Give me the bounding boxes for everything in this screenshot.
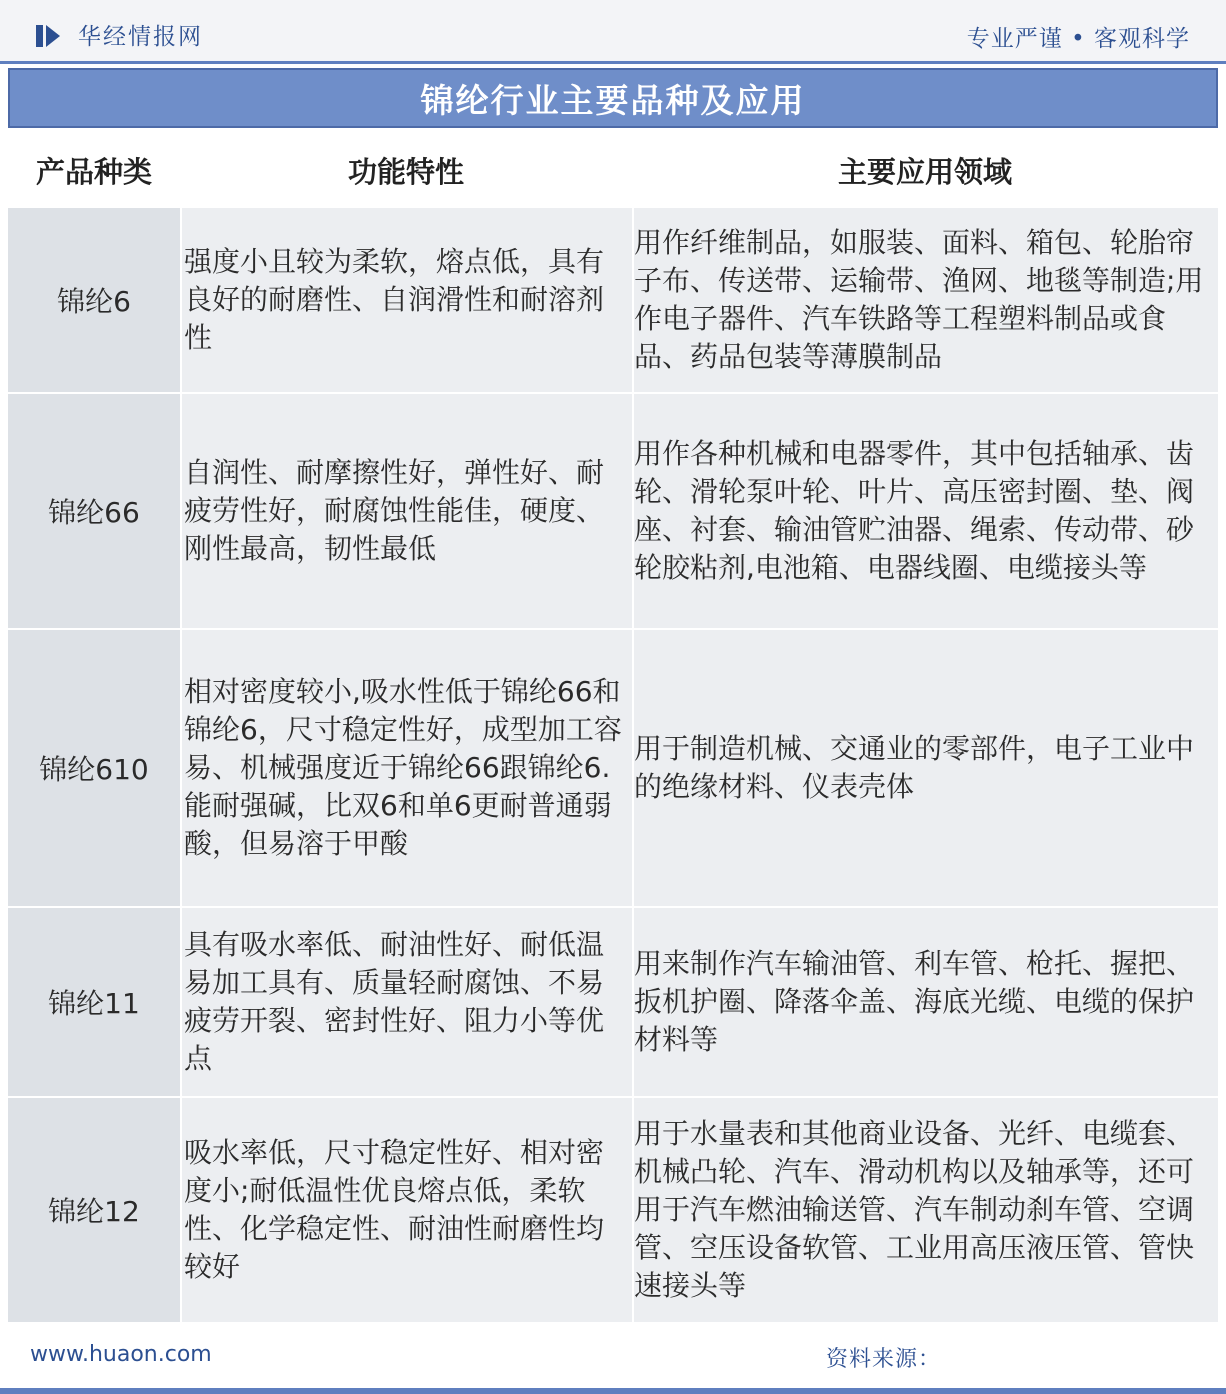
application-cell: 用于制造机械、交通业的零部件，电子工业中的绝缘材料、仪表壳体 <box>634 630 1218 906</box>
column-header-application: 主要应用领域 <box>837 155 1012 189</box>
product-cell: 锦纶11 <box>8 908 180 1096</box>
feature-cell: 吸水率低，尺寸稳定性好、相对密度小;耐低温性优良熔点低，柔软性、化学稳定性、耐油性耐磨性均较好 <box>182 1098 632 1322</box>
footer <box>0 1322 1226 1394</box>
product-cell: 锦纶6 <box>8 208 180 392</box>
slogan: 专业严谨 • 客观科学 <box>966 26 1190 52</box>
application-cell: 用作各种机械和电器零件，其中包括轴承、齿轮、滑轮泵叶轮、叶片、高压密封圈、垫、阀座、衬套、输油管贮油器、绳索、传动带、砂轮胶粘剂,电池箱、电器线圈、电缆接头等 <box>634 394 1218 628</box>
table-row <box>8 206 1218 392</box>
table-header <box>8 130 1218 206</box>
table-row <box>8 392 1218 628</box>
website-link[interactable]: www.huaon.com <box>30 1342 212 1367</box>
source-label: 资料来源： <box>826 1347 942 1372</box>
footer-divider <box>0 1388 1226 1394</box>
table-row <box>8 628 1218 906</box>
brand[interactable] <box>36 18 203 51</box>
application-cell: 用于水量表和其他商业设备、光纤、电缆套、机械凸轮、汽车、滑动机构以及轴承等，还可用于汽车燃油输送管、汽车制动刹车管、空调管、空压设备软管、工业用高压液压管、管快速接头等 <box>634 1098 1218 1322</box>
brand-name: 华经情报网 <box>78 24 203 50</box>
product-cell: 锦纶66 <box>8 394 180 628</box>
page-title: 锦纶行业主要品种及应用 <box>420 80 806 120</box>
table-row <box>8 1096 1218 1322</box>
feature-cell: 自润性、耐摩擦性好，弹性好、耐疲劳性好，耐腐蚀性能佳，硬度、刚性最高，韧性最低 <box>182 394 632 628</box>
title-bar <box>8 68 1218 128</box>
feature-cell: 具有吸水率低、耐油性好、耐低温易加工具有、质量轻耐腐蚀、不易疲劳开裂、密封性好、阻力小等优点 <box>182 908 632 1096</box>
column-header-product: 产品种类 <box>35 155 152 189</box>
top-header-bar <box>0 0 1226 64</box>
feature-cell: 强度小且较为柔软，熔点低，具有良好的耐磨性、自润滑性和耐溶剂性 <box>182 208 632 392</box>
application-cell: 用作纤维制品，如服装、面料、箱包、轮胎帘子布、传送带、运输带、渔网、地毯等制造;用作电子器件、汽车铁路等工程塑料制品或食品、药品包装等薄膜制品 <box>634 208 1218 392</box>
brand-logo-icon <box>36 21 64 49</box>
table-row <box>8 906 1218 1096</box>
product-cell: 锦纶610 <box>8 630 180 906</box>
column-header-feature: 功能特性 <box>347 155 464 189</box>
feature-cell: 相对密度较小,吸水性低于锦纶66和锦纶6，尺寸稳定性好，成型加工容易、机械强度近于锦纶66跟锦纶6.能耐强碱，比双6和单6更耐普通弱酸，但易溶于甲酸 <box>182 630 632 906</box>
product-cell: 锦纶12 <box>8 1098 180 1322</box>
application-cell: 用来制作汽车输油管、利车管、枪托、握把、扳机护圈、降落伞盖、海底光缆、电缆的保护材料等 <box>634 908 1218 1096</box>
